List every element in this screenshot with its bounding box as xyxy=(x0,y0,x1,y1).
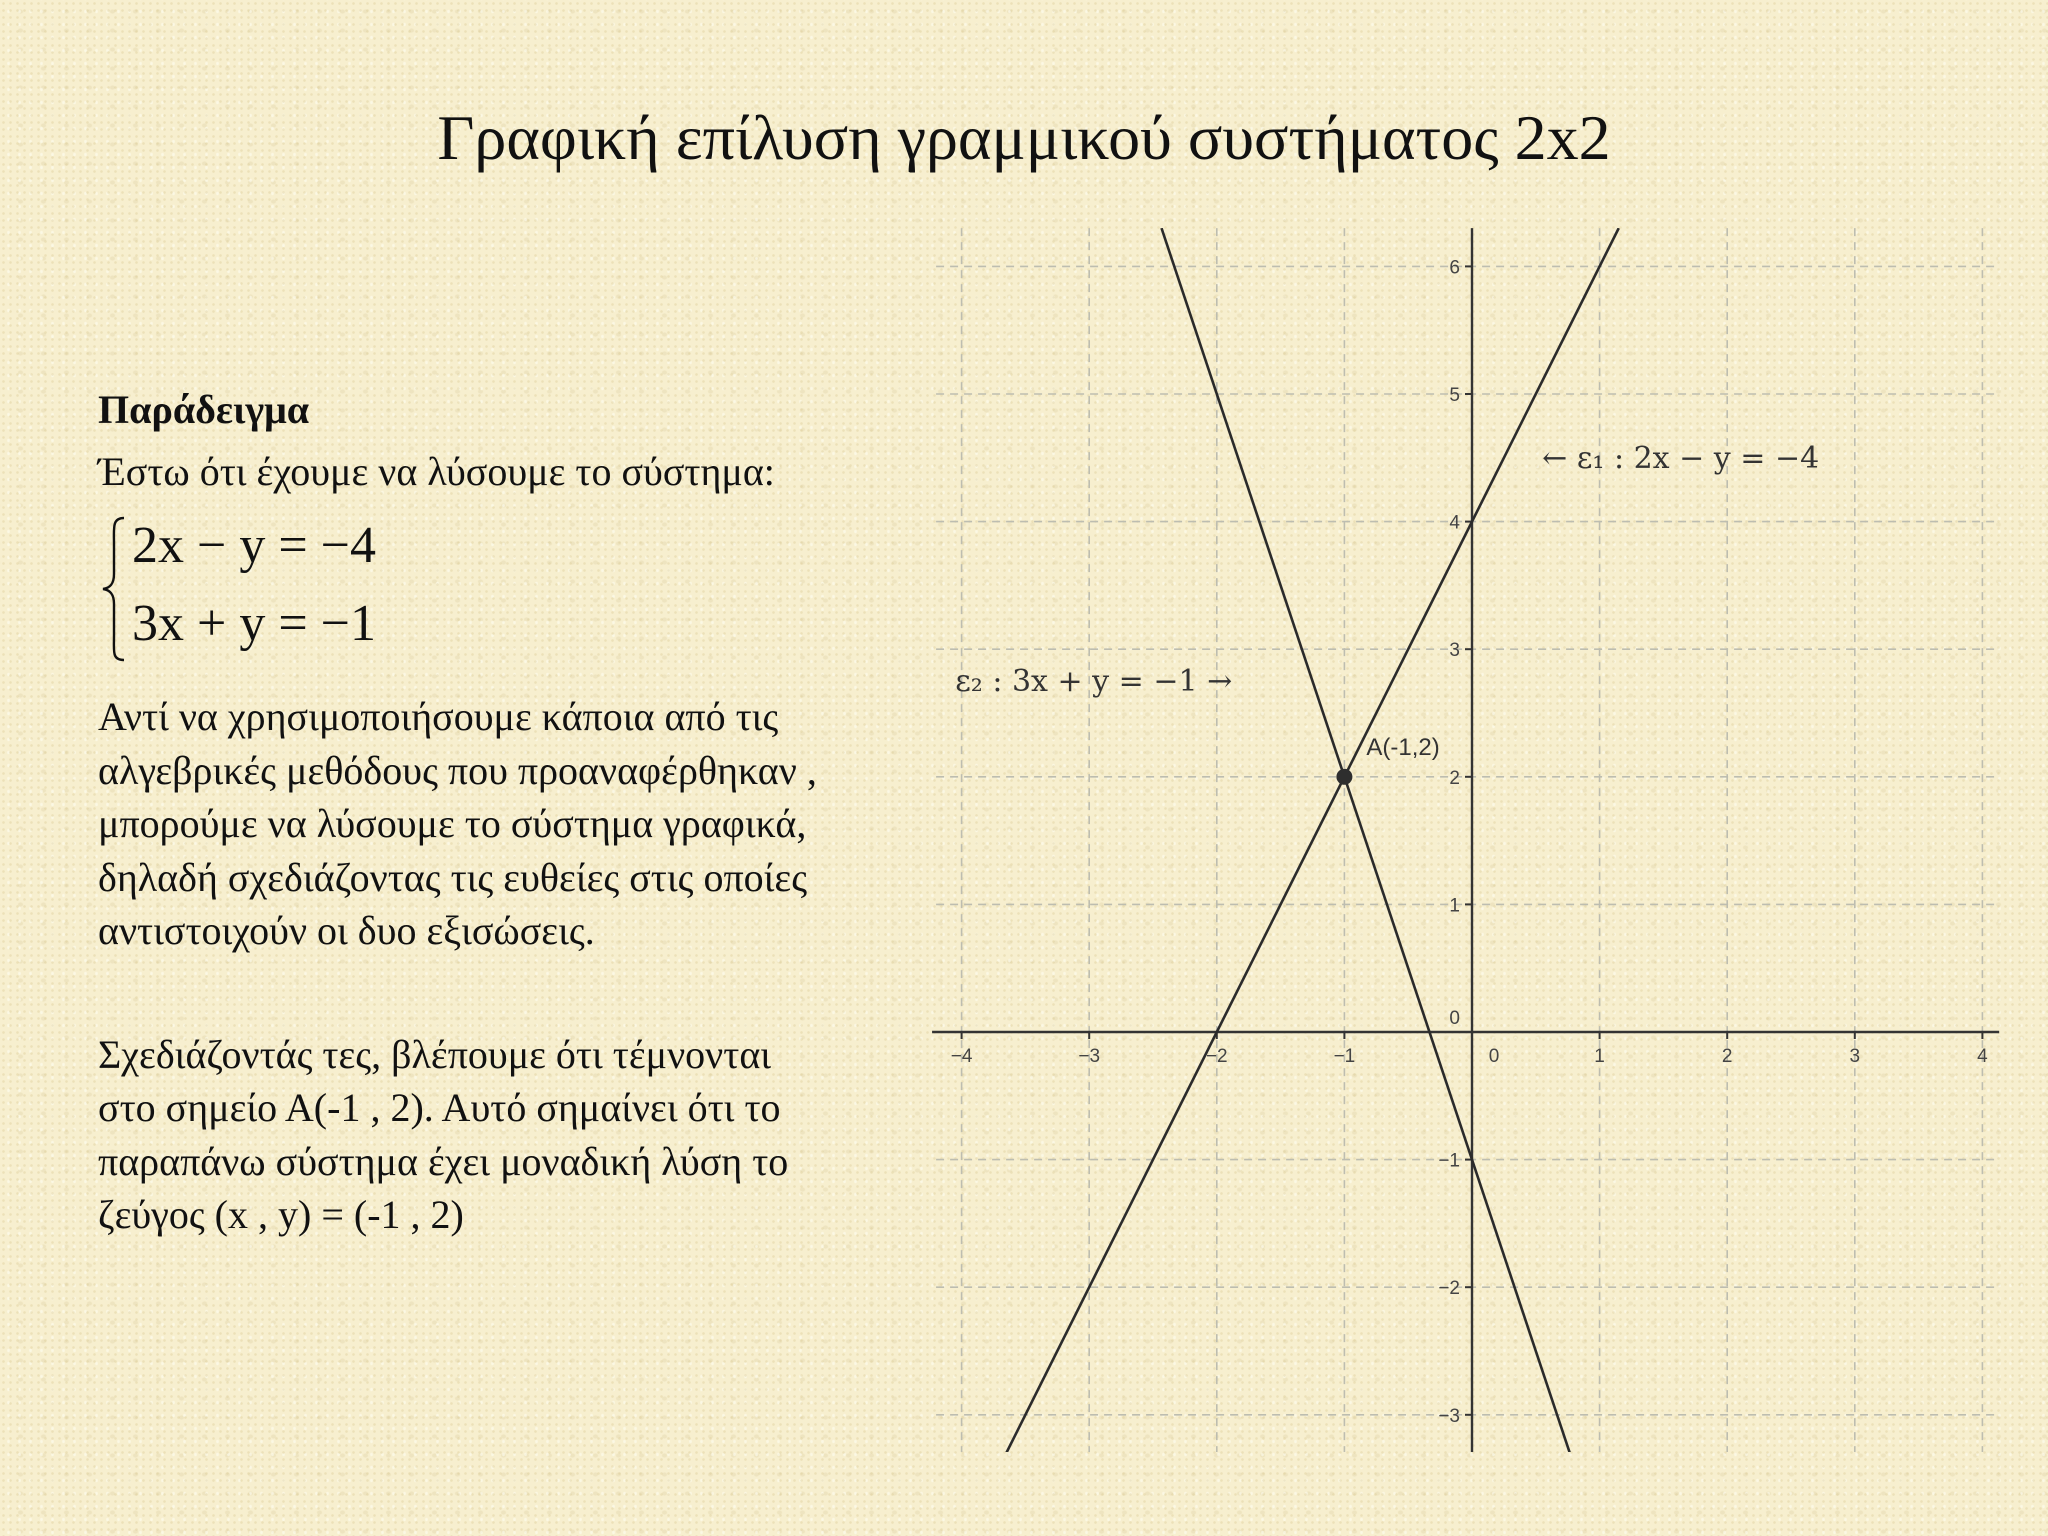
line-epsilon-1 xyxy=(1006,228,1618,1452)
left-column xyxy=(98,380,928,1242)
paragraph-line: δηλαδή σχεδιάζοντας τις ευθείες στις οποίες xyxy=(98,854,808,900)
conclusion-paragraph xyxy=(98,1028,928,1242)
y-tick-label: −2 xyxy=(1438,1278,1460,1300)
y-tick-label: 0 xyxy=(1449,1008,1460,1029)
explanation-paragraph xyxy=(98,690,928,958)
paragraph-line: ζεύγος (x , y) = (-1 , 2) xyxy=(98,1192,464,1237)
y-tick-label: 3 xyxy=(1449,640,1460,662)
x-tick-label: 3 xyxy=(1849,1046,1861,1067)
x-tick-label: −4 xyxy=(950,1046,973,1067)
x-tick-label: 4 xyxy=(1977,1046,1988,1067)
paragraph-line: στο σημείο Α(-1 , 2). Αυτό σημαίνει ότι το xyxy=(98,1085,781,1130)
example-heading: Παράδειγμα xyxy=(98,387,310,432)
line-epsilon-2 xyxy=(1162,228,1570,1452)
paragraph-line: Σχεδιάζοντάς τες, βλέπουμε ότι τέμνονται xyxy=(98,1031,772,1077)
x-tick-label: −2 xyxy=(1205,1046,1228,1067)
x-tick-label: −1 xyxy=(1333,1046,1356,1067)
left-brace-icon xyxy=(98,514,132,664)
line-epsilon-1-label: ← ε₁ : 2x − y = −4 xyxy=(1542,440,1820,476)
coordinate-graph xyxy=(928,228,2008,1452)
equation-1: 2x − y = −4 xyxy=(132,517,376,574)
y-tick-label: 5 xyxy=(1449,385,1460,406)
paragraph-line: αλγεβρικές μεθόδους που προαναφέρθηκαν , xyxy=(98,747,817,793)
x-tick-label: 0 xyxy=(1488,1046,1500,1067)
slide-title: Γραφική επίλυση γραμμικού συστήματος 2x2 xyxy=(437,102,1611,173)
x-tick-label: 1 xyxy=(1594,1046,1605,1067)
intro-text: Έστω ότι έχουμε να λύσουμε το σύστημα: xyxy=(98,449,775,494)
equation-system xyxy=(98,514,928,664)
y-tick-label: −3 xyxy=(1438,1405,1460,1427)
graph-canvas xyxy=(928,228,2008,1452)
y-tick-label: 6 xyxy=(1449,257,1460,279)
y-tick-label: 2 xyxy=(1449,767,1460,789)
equation-2: 3x + y = −1 xyxy=(132,595,376,652)
paragraph-line: Αντί να χρησιμοποιήσουμε κάποια από τις xyxy=(98,694,779,739)
paragraph-line: αντιστοιχούν οι δυο εξισώσεις. xyxy=(98,908,595,953)
y-tick-label: 4 xyxy=(1449,512,1460,534)
intersection-point xyxy=(1336,769,1352,785)
y-tick-label: 1 xyxy=(1449,895,1460,917)
intersection-point-label: A(-1,2) xyxy=(1366,733,1440,761)
y-tick-label: −1 xyxy=(1438,1150,1460,1172)
paragraph-line: παραπάνω σύστημα έχει μοναδική λύση το xyxy=(98,1138,789,1184)
x-tick-label: 2 xyxy=(1721,1046,1733,1067)
x-tick-label: −3 xyxy=(1078,1046,1101,1067)
line-epsilon-2-label: ε₂ : 3x + y = −1 → xyxy=(955,664,1233,700)
paragraph-line: μπορούμε να λύσουμε το σύστημα γραφικά, xyxy=(98,801,807,846)
